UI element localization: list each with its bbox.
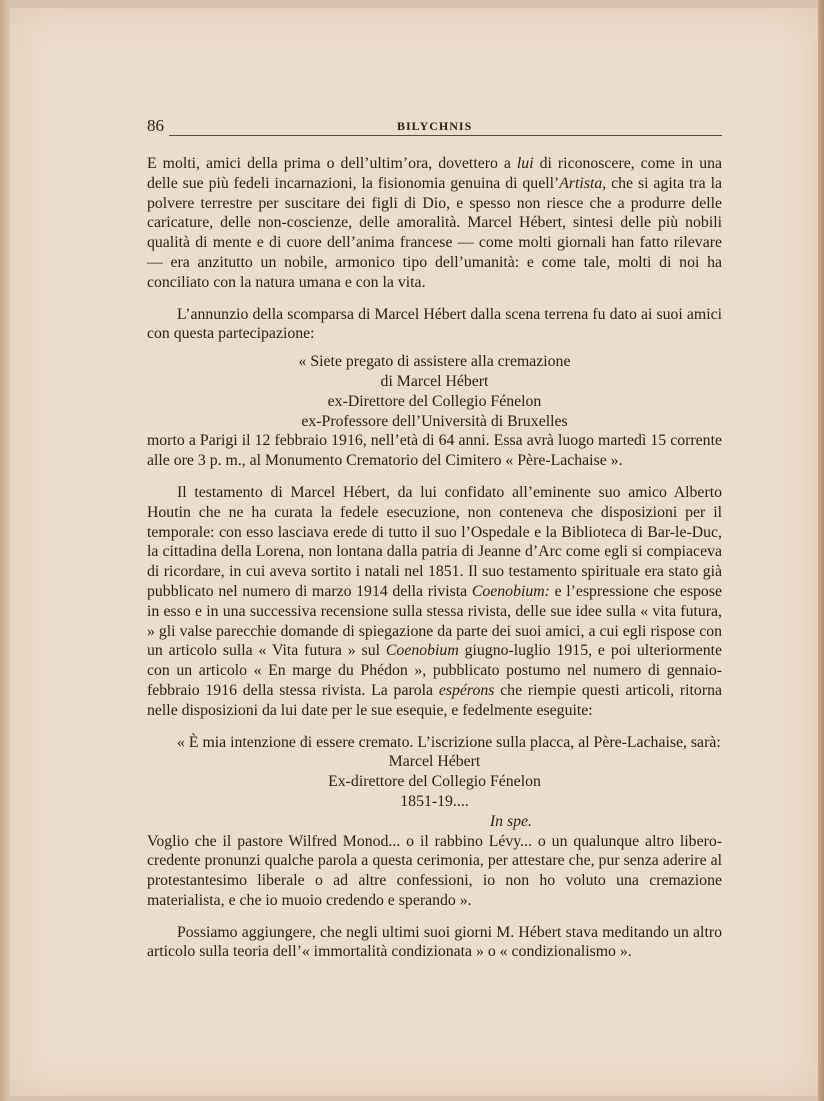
p3-text-c: giugno-luglio 1915, e poi ulteriormente con un articolo « En marge du Phédon », pubblicato postumo nel numero di gennaio-febbraio 1916 della stessa rivista. La parola <box>147 642 722 699</box>
paragraph-3 <box>147 483 722 721</box>
announcement-line-3: ex-Direttore del Collegio Fénelon <box>327 392 542 410</box>
running-title: BILYCHNIS <box>397 119 473 133</box>
announcement-tail: morto a Parigi il 12 febbraio 1916, nell’età di 64 anni. Essa avrà luogo martedì 15 corrente alle ore 3 p. m., al Monumento Crematorio del Cimitero « Père-Lachaise ». <box>147 432 722 470</box>
p1-text-b: di riconoscere, come in una delle sue più fedeli incarnazioni, la fisionomia genuina di quell’ <box>147 155 722 192</box>
quote-line-3: 1851-19.... <box>400 792 469 810</box>
spacer <box>147 471 722 483</box>
p3-italic-coenobium-2: Coenobium <box>385 642 459 660</box>
page-right-edge <box>818 0 824 1101</box>
spacer <box>147 344 722 352</box>
p3-italic-esperons: espérons <box>438 681 495 699</box>
quote-line-2: Ex-direttore del Collegio Fénelon <box>328 773 541 791</box>
article-body <box>147 154 722 962</box>
quote-line-4: In spe. <box>489 812 532 830</box>
quote-intro: « È mia intenzione di essere cremato. L’iscrizione sulla placca, al Père-Lachaise, sarà: <box>177 733 721 751</box>
p1-text-c: , che si agita tra la polvere terrestre per suscitare dei figli di Dio, e spesso non riesce che a produrre delle caricature, delle non-coscienze, delle amoralità. Marcel Hébert, sintesi delle più nobili qualità di mente e di cuore dell’anima francese — come molti giornali han fatto rilevare — era anzitutto un nobile, armonico tipo dell’umanità: e come tale, molti di noi ha conciliato con la natura umana e con la vita. <box>147 174 722 291</box>
p1-text-a: E molti, amici della prima o dell’ultim’ora, dovettero a <box>147 155 517 172</box>
p3-text-d: che riempie questi articoli, ritorna nelle disposizioni da lui date per le sue esequie, e fedelmente eseguite: <box>147 681 722 719</box>
p3-italic-coenobium-1: Coenobium: <box>471 582 550 600</box>
page-left-edge <box>0 0 10 1101</box>
page-number: 86 <box>147 116 164 135</box>
header-rule <box>169 135 722 136</box>
quote-tail: Voglio che il pastore Wilfred Monod... o il rabbino Lévy... o un qualunque altro libero-credente pronunzi qualche parola a questa cerimonia, per attestare che, pur senza aderire al protestantesimo liberale o ad altre confessioni, io non ho voluto una cremazione materialista, e che io muoio credendo e sperando ». <box>147 832 722 909</box>
announcement-line-2: di Marcel Hébert <box>380 372 489 390</box>
announcement-line-4: ex-Professore dell’Università di Bruxelles <box>301 412 568 430</box>
spacer <box>147 911 722 923</box>
p3-text-a: Il testamento di Marcel Hébert, da lui confidato all’eminente suo amico Alberto Houtin che ne ha curata la fedele esecuzione, non conteneva che disposizioni per il temporale: con esso lasciava erede di tutto il suo l’Ospedale e la Biblioteca di Bar-le-Duc, la cittadina della Lorena, non lontana dalla patria di Jeanne d’Arc come egli si compiaceva di ricordare, in cui aveva sortito i natali nel 1851. Il suo testamento spirituale era stato già pubblicato nel numero di marzo 1914 della rivista <box>147 483 722 600</box>
spacer <box>147 721 722 733</box>
paragraph-1 <box>147 154 722 293</box>
p1-italic-lui: lui <box>516 155 534 172</box>
paragraph-2: L’annunzio della scomparsa di Marcel Hébert dalla scena terrena fu dato ai suoi amici con questa partecipazione: <box>147 305 722 343</box>
p1-italic-artista: Artista <box>559 174 603 192</box>
spacer <box>147 293 722 305</box>
announcement-line-1: « Siete pregato di assistere alla cremazione <box>298 353 571 371</box>
quote-line-1: Marcel Hébert <box>388 753 481 771</box>
p3-text-b: e l’espressione che espose in esso e in una successiva recensione sulla stessa rivista, delle sue idee sulla « vita futura, » gli valse parecchie domande di spiegazione da parte dei suoi amici, a cui egli rispose con un articolo sulla « Vita futura » sul <box>147 582 722 660</box>
paragraph-4: Possiamo aggiungere, che negli ultimi suoi giorni M. Hébert stava meditando un altro articolo sulla teoria dell’« immortalità condizionata » o « condizionalismo ». <box>147 923 722 961</box>
page-header <box>147 116 722 138</box>
